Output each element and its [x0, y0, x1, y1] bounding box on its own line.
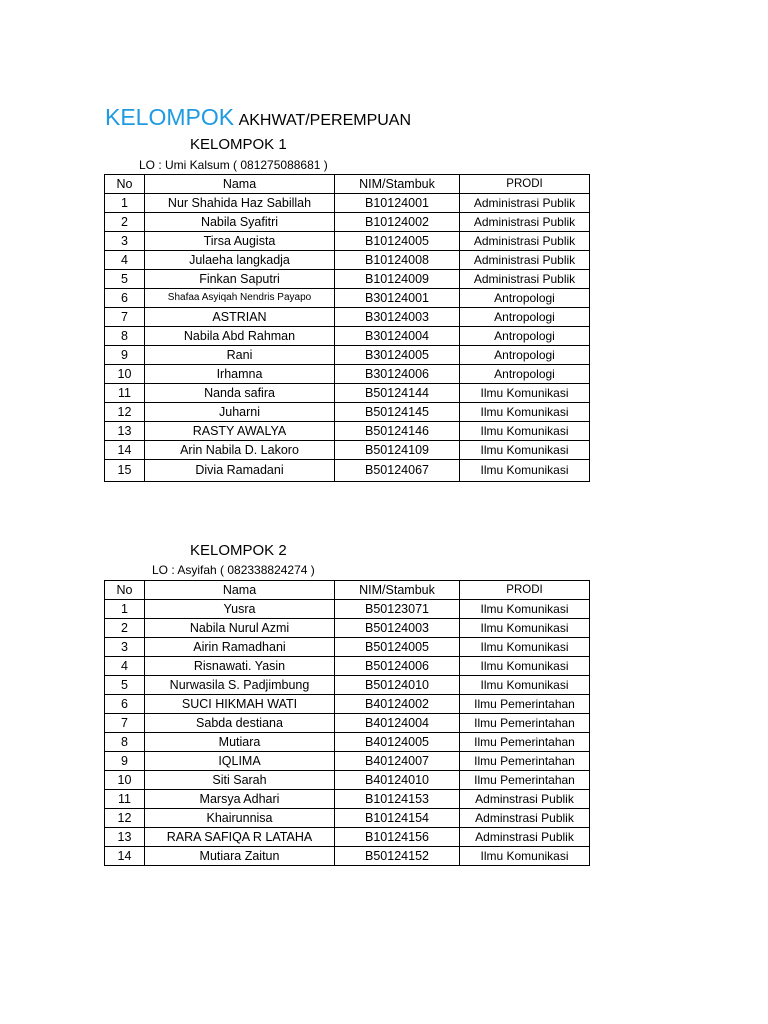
- cell-no: 5: [105, 270, 145, 289]
- cell-prodi: Ilmu Komunikasi: [460, 422, 590, 441]
- cell-prodi: Antropologi: [460, 365, 590, 384]
- cell-nim: B40124007: [335, 752, 460, 771]
- cell-nim: B50124006: [335, 657, 460, 676]
- cell-no: 4: [105, 251, 145, 270]
- table-row: [105, 619, 590, 638]
- table-row: [105, 695, 590, 714]
- header-prodi: PRODI: [460, 175, 590, 194]
- cell-nama: Marsya Adhari: [145, 790, 335, 809]
- table-row: [105, 194, 590, 213]
- table-row: [105, 676, 590, 695]
- table-row: [105, 790, 590, 809]
- cell-nim: B10124009: [335, 270, 460, 289]
- table-row: [105, 847, 590, 866]
- table-row: [105, 809, 590, 828]
- cell-nama: RARA SAFIQA R LATAHA: [145, 828, 335, 847]
- cell-nama: Sabda destiana: [145, 714, 335, 733]
- table-row: [105, 422, 590, 441]
- cell-nim: B10124008: [335, 251, 460, 270]
- cell-prodi: Ilmu Pemerintahan: [460, 733, 590, 752]
- cell-nama: Siti Sarah: [145, 771, 335, 790]
- table-row: [105, 714, 590, 733]
- cell-prodi: Administrasi Publik: [460, 194, 590, 213]
- table-row: [105, 771, 590, 790]
- cell-no: 5: [105, 676, 145, 695]
- table-row: [105, 289, 590, 308]
- cell-no: 12: [105, 809, 145, 828]
- cell-no: 3: [105, 232, 145, 251]
- cell-no: 15: [105, 460, 145, 482]
- group-2-title: KELOMPOK 2: [190, 542, 287, 559]
- table-row: [105, 232, 590, 251]
- table-row: [105, 733, 590, 752]
- table-row: [105, 403, 590, 422]
- cell-nama: IQLIMA: [145, 752, 335, 771]
- table-row: [105, 638, 590, 657]
- cell-nama: Arin Nabila D. Lakoro: [145, 441, 335, 460]
- cell-nama: Divia Ramadani: [145, 460, 335, 482]
- cell-prodi: Antropologi: [460, 346, 590, 365]
- cell-nim: B50124109: [335, 441, 460, 460]
- cell-nim: B30124003: [335, 308, 460, 327]
- cell-prodi: Antropologi: [460, 308, 590, 327]
- cell-nama: Nabila Abd Rahman: [145, 327, 335, 346]
- cell-nama: Nanda safira: [145, 384, 335, 403]
- cell-prodi: Administrasi Publik: [460, 251, 590, 270]
- cell-nim: B50123071: [335, 600, 460, 619]
- table-row: [105, 308, 590, 327]
- cell-prodi: Antropologi: [460, 289, 590, 308]
- table-row: [105, 270, 590, 289]
- cell-nama: Julaeha langkadja: [145, 251, 335, 270]
- cell-nim: B30124004: [335, 327, 460, 346]
- cell-nim: B30124001: [335, 289, 460, 308]
- cell-nim: B50124005: [335, 638, 460, 657]
- cell-no: 13: [105, 828, 145, 847]
- cell-no: 11: [105, 384, 145, 403]
- cell-no: 7: [105, 308, 145, 327]
- cell-no: 10: [105, 365, 145, 384]
- cell-nama: Nabila Nurul Azmi: [145, 619, 335, 638]
- group-1-title: KELOMPOK 1: [190, 136, 287, 153]
- cell-nim: B10124005: [335, 232, 460, 251]
- cell-nama: Juharni: [145, 403, 335, 422]
- cell-no: 3: [105, 638, 145, 657]
- cell-nim: B50124152: [335, 847, 460, 866]
- group-1-table: [104, 174, 590, 482]
- cell-nama: Nurwasila S. Padjimbung: [145, 676, 335, 695]
- header-nim: NIM/Stambuk: [335, 175, 460, 194]
- cell-no: 11: [105, 790, 145, 809]
- title-akhwat: AKHWAT/PEREMPUAN: [238, 112, 412, 129]
- cell-prodi: Ilmu Komunikasi: [460, 619, 590, 638]
- cell-nama: Nabila Syafitri: [145, 213, 335, 232]
- title-kelompok: KELOMPOK: [105, 104, 235, 130]
- group-1-lo: LO : Umi Kalsum ( 081275088681 ): [139, 158, 328, 172]
- cell-nama: ASTRIAN: [145, 308, 335, 327]
- cell-nama: Nur Shahida Haz Sabillah: [145, 194, 335, 213]
- cell-nama: Risnawati. Yasin: [145, 657, 335, 676]
- table-row: [105, 213, 590, 232]
- table-row: [105, 365, 590, 384]
- cell-nama: Airin Ramadhani: [145, 638, 335, 657]
- cell-prodi: Ilmu Komunikasi: [460, 600, 590, 619]
- cell-nim: B50124145: [335, 403, 460, 422]
- cell-nama: Yusra: [145, 600, 335, 619]
- cell-nama: Tirsa Augista: [145, 232, 335, 251]
- table-row: [105, 600, 590, 619]
- cell-prodi: Ilmu Komunikasi: [460, 657, 590, 676]
- header-nama: Nama: [145, 581, 335, 600]
- cell-prodi: Ilmu Komunikasi: [460, 638, 590, 657]
- cell-nama: SUCI HIKMAH WATI: [145, 695, 335, 714]
- cell-nama: Shafaa Asyiqah Nendris Payapo: [145, 289, 335, 308]
- cell-prodi: Adminstrasi Publik: [460, 809, 590, 828]
- cell-no: 7: [105, 714, 145, 733]
- cell-no: 1: [105, 194, 145, 213]
- cell-nim: B10124154: [335, 809, 460, 828]
- cell-prodi: Ilmu Komunikasi: [460, 441, 590, 460]
- cell-prodi: Ilmu Pemerintahan: [460, 771, 590, 790]
- cell-no: 10: [105, 771, 145, 790]
- cell-prodi: Ilmu Pemerintahan: [460, 695, 590, 714]
- group-2-lo: LO : Asyifah ( 082338824274 ): [152, 563, 315, 577]
- cell-nim: B40124005: [335, 733, 460, 752]
- cell-no: 14: [105, 441, 145, 460]
- table-row: [105, 384, 590, 403]
- table-row: [105, 346, 590, 365]
- table-row: [105, 441, 590, 460]
- cell-nim: B10124156: [335, 828, 460, 847]
- table-row: [105, 752, 590, 771]
- table-row: [105, 327, 590, 346]
- page-title: [105, 104, 411, 131]
- cell-nama: RASTY AWALYA: [145, 422, 335, 441]
- cell-prodi: Ilmu Komunikasi: [460, 384, 590, 403]
- cell-nim: B50124144: [335, 384, 460, 403]
- cell-prodi: Ilmu Komunikasi: [460, 460, 590, 482]
- cell-no: 4: [105, 657, 145, 676]
- cell-nim: B10124153: [335, 790, 460, 809]
- group-2-table: [104, 580, 590, 866]
- header-no: No: [105, 581, 145, 600]
- table-row: [105, 251, 590, 270]
- cell-nim: B50124003: [335, 619, 460, 638]
- cell-no: 12: [105, 403, 145, 422]
- cell-nim: B40124010: [335, 771, 460, 790]
- cell-prodi: Ilmu Pemerintahan: [460, 714, 590, 733]
- cell-prodi: Ilmu Pemerintahan: [460, 752, 590, 771]
- cell-prodi: Administrasi Publik: [460, 213, 590, 232]
- header-nama: Nama: [145, 175, 335, 194]
- cell-no: 6: [105, 289, 145, 308]
- cell-nim: B30124006: [335, 365, 460, 384]
- cell-prodi: Adminstrasi Publik: [460, 790, 590, 809]
- cell-prodi: Antropologi: [460, 327, 590, 346]
- cell-prodi: Administrasi Publik: [460, 232, 590, 251]
- cell-no: 2: [105, 213, 145, 232]
- table-row: [105, 657, 590, 676]
- cell-no: 9: [105, 752, 145, 771]
- cell-nim: B30124005: [335, 346, 460, 365]
- cell-prodi: Ilmu Komunikasi: [460, 847, 590, 866]
- cell-no: 8: [105, 733, 145, 752]
- header-no: No: [105, 175, 145, 194]
- table-row: [105, 460, 590, 482]
- cell-nama: Mutiara: [145, 733, 335, 752]
- cell-prodi: Ilmu Komunikasi: [460, 676, 590, 695]
- cell-nim: B10124001: [335, 194, 460, 213]
- cell-nim: B50124010: [335, 676, 460, 695]
- cell-no: 6: [105, 695, 145, 714]
- cell-no: 8: [105, 327, 145, 346]
- cell-no: 2: [105, 619, 145, 638]
- cell-prodi: Adminstrasi Publik: [460, 828, 590, 847]
- cell-nama: Irhamna: [145, 365, 335, 384]
- cell-prodi: Administrasi Publik: [460, 270, 590, 289]
- cell-nama: Khairunnisa: [145, 809, 335, 828]
- cell-nama: Mutiara Zaitun: [145, 847, 335, 866]
- header-nim: NIM/Stambuk: [335, 581, 460, 600]
- cell-nama: Rani: [145, 346, 335, 365]
- cell-nim: B40124002: [335, 695, 460, 714]
- cell-no: 13: [105, 422, 145, 441]
- cell-nim: B50124146: [335, 422, 460, 441]
- cell-nama: Finkan Saputri: [145, 270, 335, 289]
- cell-nim: B10124002: [335, 213, 460, 232]
- cell-prodi: Ilmu Komunikasi: [460, 403, 590, 422]
- header-prodi: PRODI: [460, 581, 590, 600]
- cell-no: 14: [105, 847, 145, 866]
- cell-nim: B50124067: [335, 460, 460, 482]
- cell-no: 1: [105, 600, 145, 619]
- cell-nim: B40124004: [335, 714, 460, 733]
- cell-no: 9: [105, 346, 145, 365]
- table-row: [105, 828, 590, 847]
